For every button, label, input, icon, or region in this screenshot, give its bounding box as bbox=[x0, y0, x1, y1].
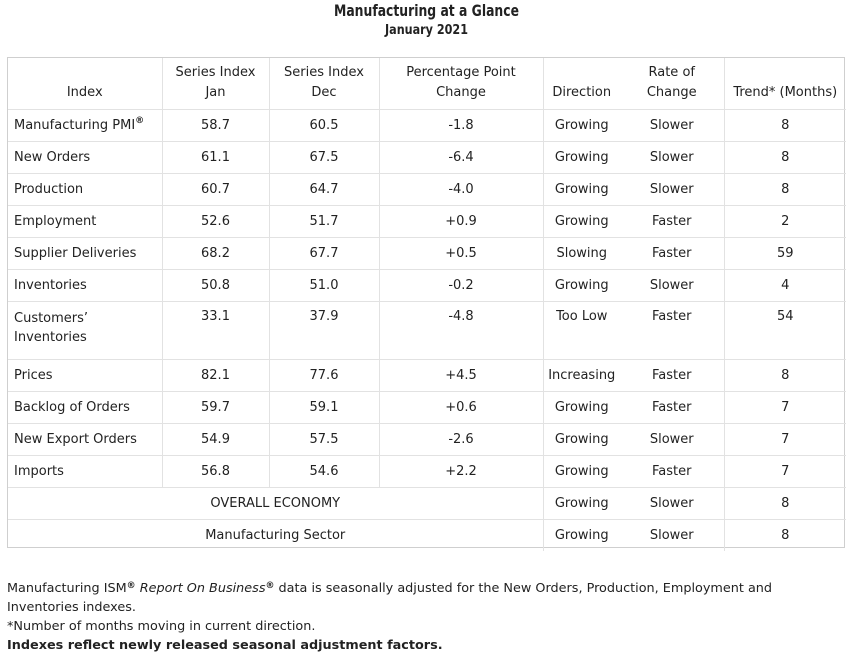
rate-value: Slower bbox=[620, 142, 724, 174]
trend-value: 8 bbox=[724, 488, 846, 520]
table-row bbox=[8, 392, 846, 424]
jan-value: 50.8 bbox=[162, 270, 269, 302]
jan-value: 82.1 bbox=[162, 360, 269, 392]
dec-value: 51.0 bbox=[269, 270, 379, 302]
rate-value: Faster bbox=[620, 392, 724, 424]
rate-value: Faster bbox=[620, 302, 724, 360]
trend-value: 8 bbox=[724, 142, 846, 174]
dec-value: 77.6 bbox=[269, 360, 379, 392]
jan-value: 61.1 bbox=[162, 142, 269, 174]
direction-value: Increasing bbox=[543, 360, 620, 392]
footnote-seasonal: Manufacturing ISM® Report On Business® data is seasonally adjusted for the New Orders, Production, Employment and Inventories indexes. bbox=[7, 581, 773, 615]
header-row bbox=[8, 58, 846, 110]
jan-value: 68.2 bbox=[162, 238, 269, 270]
summary-label: OVERALL ECONOMY bbox=[8, 488, 543, 520]
table-row bbox=[8, 424, 846, 456]
footnotes bbox=[7, 579, 827, 655]
change-value: +4.5 bbox=[379, 360, 543, 392]
col-header-direction: Direction bbox=[543, 58, 620, 110]
rate-value: Faster bbox=[620, 456, 724, 488]
direction-value: Growing bbox=[543, 110, 620, 142]
row-index-cell: Customers’ Inventories bbox=[8, 302, 162, 360]
dec-value: 60.5 bbox=[269, 110, 379, 142]
table-row bbox=[8, 174, 846, 206]
table-row bbox=[8, 206, 846, 238]
row-index-cell: New Orders bbox=[8, 142, 162, 174]
row-index-cell: New Export Orders bbox=[8, 424, 162, 456]
table-row bbox=[8, 360, 846, 392]
jan-value: 59.7 bbox=[162, 392, 269, 424]
direction-value: Growing bbox=[543, 174, 620, 206]
trend-value: 8 bbox=[724, 174, 846, 206]
row-index-cell: Supplier Deliveries bbox=[8, 238, 162, 270]
page-subtitle: January 2021 bbox=[385, 23, 468, 38]
trend-value: 8 bbox=[724, 360, 846, 392]
rate-value: Faster bbox=[620, 360, 724, 392]
jan-value: 54.9 bbox=[162, 424, 269, 456]
dec-value: 67.7 bbox=[269, 238, 379, 270]
row-index-cell: Employment bbox=[8, 206, 162, 238]
row-index-cell: Production bbox=[8, 174, 162, 206]
glance-table-container bbox=[7, 57, 845, 548]
rate-value: Slower bbox=[620, 174, 724, 206]
change-value: -4.8 bbox=[379, 302, 543, 360]
direction-value: Growing bbox=[543, 392, 620, 424]
change-value: -6.4 bbox=[379, 142, 543, 174]
direction-value: Growing bbox=[543, 270, 620, 302]
direction-value: Growing bbox=[543, 424, 620, 456]
trend-value: 7 bbox=[724, 456, 846, 488]
row-index-cell: Inventories bbox=[8, 270, 162, 302]
trend-value: 7 bbox=[724, 424, 846, 456]
table-row bbox=[8, 110, 846, 142]
direction-value: Growing bbox=[543, 456, 620, 488]
row-index-cell: Backlog of Orders bbox=[8, 392, 162, 424]
footnote-trend: *Number of months moving in current direction. bbox=[7, 619, 316, 634]
rate-value: Slower bbox=[620, 270, 724, 302]
dec-value: 67.5 bbox=[269, 142, 379, 174]
trend-value: 2 bbox=[724, 206, 846, 238]
summary-row-manufacturing-sector bbox=[8, 520, 846, 552]
table-row bbox=[8, 238, 846, 270]
page-title: Manufacturing at a Glance bbox=[334, 1, 519, 20]
dec-value: 64.7 bbox=[269, 174, 379, 206]
change-value: -2.6 bbox=[379, 424, 543, 456]
rate-value: Faster bbox=[620, 238, 724, 270]
dec-value: 59.1 bbox=[269, 392, 379, 424]
rate-value: Slower bbox=[620, 424, 724, 456]
row-index-cell: Prices bbox=[8, 360, 162, 392]
dec-value: 37.9 bbox=[269, 302, 379, 360]
table-row bbox=[8, 456, 846, 488]
direction-value: Growing bbox=[543, 206, 620, 238]
glance-table bbox=[8, 58, 846, 551]
trend-value: 4 bbox=[724, 270, 846, 302]
direction-value: Slowing bbox=[543, 238, 620, 270]
jan-value: 33.1 bbox=[162, 302, 269, 360]
rate-value: Faster bbox=[620, 206, 724, 238]
change-value: -1.8 bbox=[379, 110, 543, 142]
footnote-adjustment: Indexes reflect newly released seasonal adjustment factors. bbox=[7, 638, 443, 653]
trend-value: 54 bbox=[724, 302, 846, 360]
dec-value: 57.5 bbox=[269, 424, 379, 456]
col-header-trend: Trend* (Months) bbox=[724, 58, 846, 110]
rate-value: Slower bbox=[649, 528, 694, 543]
dec-value: 54.6 bbox=[269, 456, 379, 488]
summary-row-overall-economy bbox=[8, 488, 846, 520]
dec-value: 51.7 bbox=[269, 206, 379, 238]
change-value: -4.0 bbox=[379, 174, 543, 206]
direction-value: Growing bbox=[543, 488, 620, 520]
table-row bbox=[8, 302, 846, 360]
col-header-index: Index bbox=[8, 58, 162, 110]
col-header-rate: Rate of Change bbox=[620, 58, 724, 110]
change-value: +0.6 bbox=[379, 392, 543, 424]
jan-value: 52.6 bbox=[162, 206, 269, 238]
direction-value: Growing bbox=[543, 142, 620, 174]
trend-value: 59 bbox=[724, 238, 846, 270]
row-index-cell: Imports bbox=[8, 456, 162, 488]
direction-value: Growing bbox=[543, 520, 620, 552]
change-value: +2.2 bbox=[379, 456, 543, 488]
jan-value: 60.7 bbox=[162, 174, 269, 206]
col-header-change: Percentage Point Change bbox=[379, 58, 543, 110]
rate-value: Slower bbox=[620, 488, 724, 520]
direction-value: Too Low bbox=[543, 302, 620, 360]
jan-value: 58.7 bbox=[162, 110, 269, 142]
trend-value: 8 bbox=[724, 520, 846, 552]
col-header-dec: Series Index Dec bbox=[269, 58, 379, 110]
change-value: -0.2 bbox=[379, 270, 543, 302]
trend-value: 7 bbox=[724, 392, 846, 424]
jan-value: 56.8 bbox=[162, 456, 269, 488]
change-value: +0.9 bbox=[379, 206, 543, 238]
table-row bbox=[8, 270, 846, 302]
row-index-cell: Manufacturing PMI® bbox=[8, 110, 162, 142]
col-header-jan: Series Index Jan bbox=[162, 58, 269, 110]
trend-value: 8 bbox=[724, 110, 846, 142]
change-value: +0.5 bbox=[379, 238, 543, 270]
rate-value: Slower bbox=[620, 110, 724, 142]
summary-label: Manufacturing Sector bbox=[205, 528, 346, 543]
table-row bbox=[8, 142, 846, 174]
